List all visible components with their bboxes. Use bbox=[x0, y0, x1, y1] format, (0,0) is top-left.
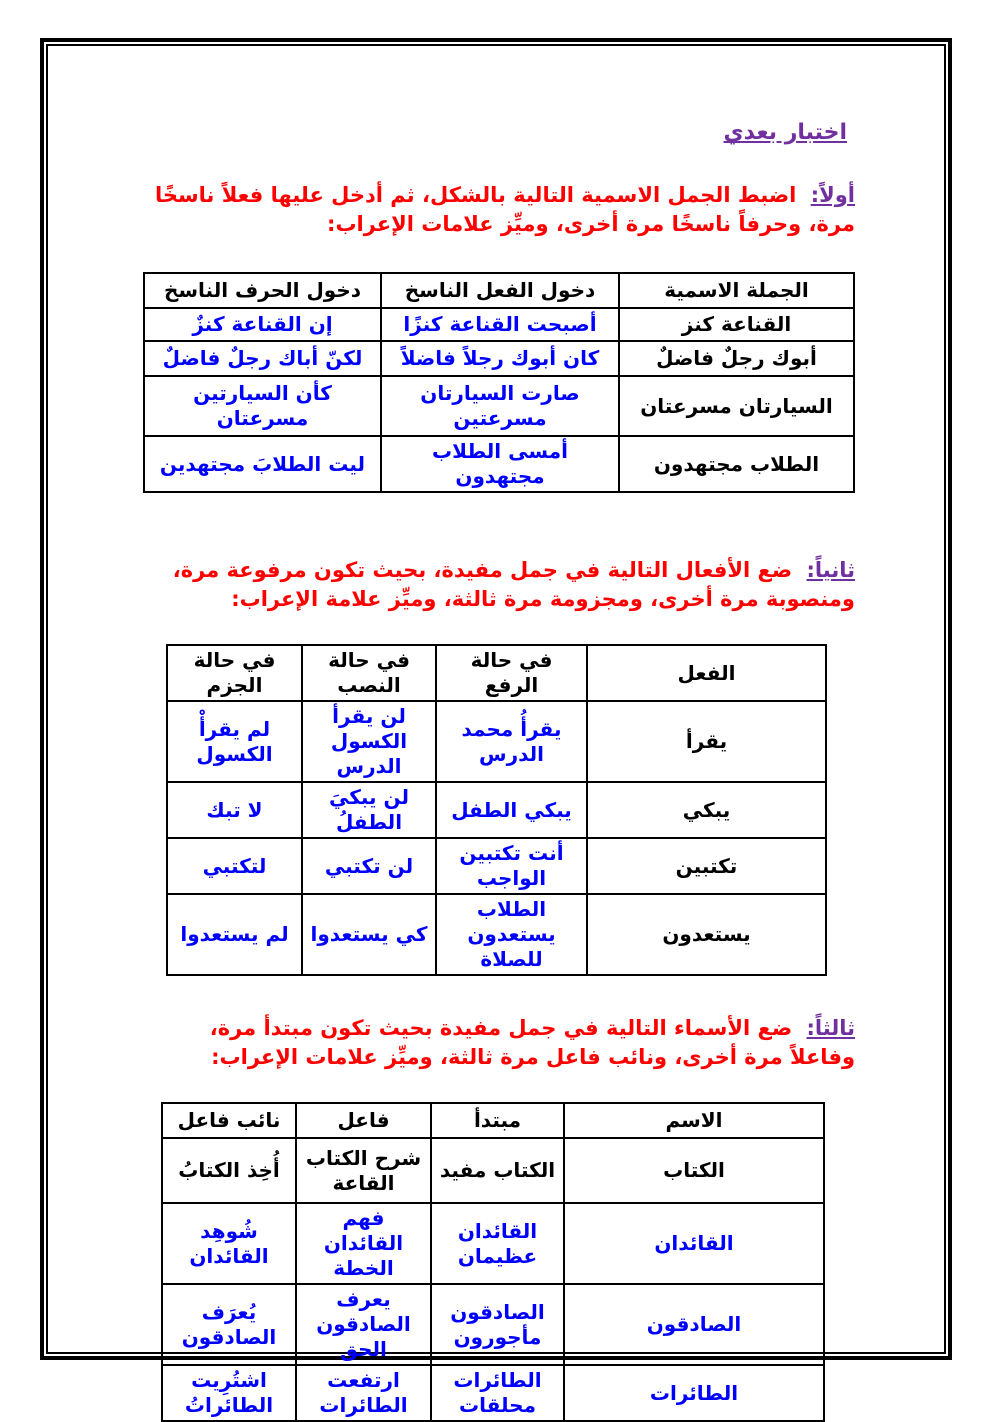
section-first bbox=[145, 181, 855, 493]
column-header: الجملة الاسمية bbox=[619, 273, 854, 308]
table-row bbox=[162, 1284, 824, 1365]
column-header: الاسم bbox=[564, 1103, 824, 1138]
table-cell: ارتفعت الطائرات bbox=[296, 1365, 431, 1421]
column-header: نائب فاعل bbox=[162, 1103, 296, 1138]
verbs-cases-table bbox=[166, 644, 827, 976]
nouns-roles-table bbox=[161, 1102, 825, 1422]
table-cell: السيارتان مسرعتان bbox=[619, 376, 854, 436]
section-second bbox=[145, 556, 855, 976]
table-cell: صارت السيارتان مسرعتين bbox=[381, 376, 619, 436]
section-first-text: اضبط الجمل الاسمية التالية بالشكل، ثم أدخل عليها فعلاً ناسخًا مرة، وحرفاً ناسخًا مرة أخرى، وميِّز علامات الإعراب: bbox=[154, 183, 855, 236]
table-cell: يُعرَف الصادقون bbox=[162, 1284, 296, 1365]
table-cell: الصادقون مأجورون bbox=[431, 1284, 564, 1365]
table-cell: الكتاب bbox=[564, 1138, 824, 1203]
instruction-second bbox=[145, 556, 855, 614]
section-third-label: ثالثاً: bbox=[806, 1016, 855, 1040]
table-cell: القائدان عظيمان bbox=[431, 1203, 564, 1284]
column-header: فاعل bbox=[296, 1103, 431, 1138]
table-row bbox=[162, 1138, 824, 1203]
table-row bbox=[144, 341, 854, 376]
table-cell: لم يقرأْ الكسول bbox=[167, 701, 302, 782]
nominal-sentences-table bbox=[143, 272, 855, 493]
table-row bbox=[167, 894, 826, 975]
table-cell: أبوك رجلٌ فاضلٌ bbox=[619, 341, 854, 376]
table-row bbox=[144, 436, 854, 492]
table-row bbox=[144, 376, 854, 436]
table-cell: لتكتبي bbox=[167, 838, 302, 894]
table-cell: ليت الطلابَ مجتهدين bbox=[144, 436, 381, 492]
table-cell: الطائرات bbox=[564, 1365, 824, 1421]
table-cell: لم يستعدوا bbox=[167, 894, 302, 975]
table-cell: اشتُرِيت الطائراتُ bbox=[162, 1365, 296, 1421]
table-cell: يقرأ bbox=[587, 701, 826, 782]
column-header: دخول الحرف الناسخ bbox=[144, 273, 381, 308]
section-third-text: ضع الأسماء التالية في جمل مفيدة بحيث تكون مبتدأ مرة، وفاعلاً مرة أخرى، ونائب فاعل مرة ثالثة، وميِّز علامات الإعراب: bbox=[209, 1016, 855, 1069]
table-cell: الصادقون bbox=[564, 1284, 824, 1365]
table-row bbox=[162, 1365, 824, 1421]
table-cell: لن تكتبي bbox=[302, 838, 436, 894]
section-second-label: ثانياً: bbox=[806, 558, 855, 582]
table-cell: لن يبكيَ الطفلُ bbox=[302, 782, 436, 838]
table-cell: شُوهِد القائدان bbox=[162, 1203, 296, 1284]
instruction-third bbox=[145, 1014, 855, 1072]
instruction-first bbox=[145, 181, 855, 239]
column-header: في حالة الرفع bbox=[436, 645, 587, 701]
table-cell: يعرف الصادقون الحق bbox=[296, 1284, 431, 1365]
table-cell: يبكي bbox=[587, 782, 826, 838]
table-cell: الطلاب يستعدون للصلاة bbox=[436, 894, 587, 975]
table-cell: القائدان bbox=[564, 1203, 824, 1284]
table-header-row bbox=[167, 645, 826, 701]
table-cell: تكتبين bbox=[587, 838, 826, 894]
section-second-text: ضع الأفعال التالية في جمل مفيدة، بحيث تكون مرفوعة مرة، ومنصوبة مرة أخرى، ومجزومة مرة ثالثة، وميِّز علامة الإعراب: bbox=[172, 558, 855, 611]
table-header-row bbox=[162, 1103, 824, 1138]
table-cell: لا تبك bbox=[167, 782, 302, 838]
table-cell: الطائرات محلقات bbox=[431, 1365, 564, 1421]
table-cell: أصبحت القناعة كنزًا bbox=[381, 308, 619, 341]
section-first-label: أولاً: bbox=[810, 183, 855, 207]
table-cell: لن يقرأ الكسول الدرس bbox=[302, 701, 436, 782]
table-cell: أنت تكتبين الواجب bbox=[436, 838, 587, 894]
table-cell: فهم القائدان الخطة bbox=[296, 1203, 431, 1284]
table-cell: شرح الكتاب القاعة bbox=[296, 1138, 431, 1203]
table-cell: كي يستعدوا bbox=[302, 894, 436, 975]
column-header: في حالة الجزم bbox=[167, 645, 302, 701]
column-header: الفعل bbox=[587, 645, 826, 701]
table-cell: يبكي الطفل bbox=[436, 782, 587, 838]
table-cell: الكتاب مفيد bbox=[431, 1138, 564, 1203]
table-row bbox=[144, 308, 854, 341]
column-header: في حالة النصب bbox=[302, 645, 436, 701]
table-cell: الطلاب مجتهدون bbox=[619, 436, 854, 492]
table-cell: يستعدون bbox=[587, 894, 826, 975]
table-row bbox=[167, 838, 826, 894]
table-row bbox=[167, 782, 826, 838]
column-header: دخول الفعل الناسخ bbox=[381, 273, 619, 308]
table-cell: كأن السيارتين مسرعتان bbox=[144, 376, 381, 436]
table-row bbox=[162, 1203, 824, 1284]
table-cell: كان أبوك رجلاً فاضلاً bbox=[381, 341, 619, 376]
table-cell: أمسى الطلاب مجتهدون bbox=[381, 436, 619, 492]
section-third bbox=[145, 1014, 855, 1422]
table-cell: أُخِذ الكتابُ bbox=[162, 1138, 296, 1203]
column-header: مبتدأ bbox=[431, 1103, 564, 1138]
table-cell: لكنّ أباك رجلٌ فاضلٌ bbox=[144, 341, 381, 376]
page-title: اختبار بعدي bbox=[723, 120, 847, 145]
table-cell: القناعة كنز bbox=[619, 308, 854, 341]
table-row bbox=[167, 701, 826, 782]
document-content bbox=[145, 44, 855, 1422]
table-cell: يقرأُ محمد الدرس bbox=[436, 701, 587, 782]
table-cell: إن القناعة كنزٌ bbox=[144, 308, 381, 341]
table-header-row bbox=[144, 273, 854, 308]
